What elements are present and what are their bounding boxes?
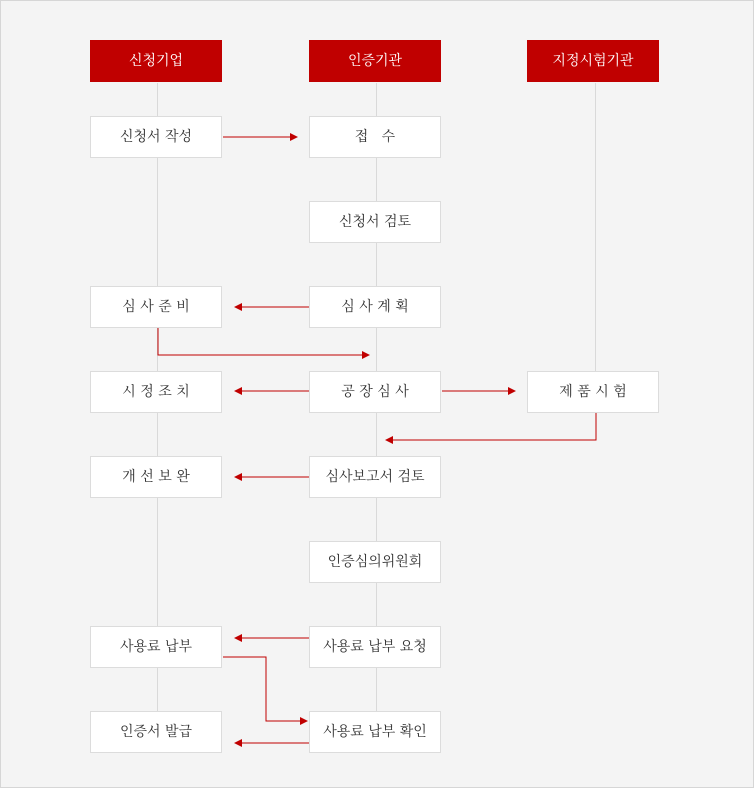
step-receive: 접 수 <box>309 116 441 158</box>
step-improvement: 개 선 보 완 <box>90 456 222 498</box>
step-committee: 인증심의위원회 <box>309 541 441 583</box>
step-issue-cert: 인증서 발급 <box>90 711 222 753</box>
header-certifier: 인증기관 <box>309 40 441 82</box>
step-audit-plan: 심 사 계 획 <box>309 286 441 328</box>
arrow-pay-to-confirm <box>223 657 307 721</box>
step-apply: 신청서 작성 <box>90 116 222 158</box>
arrow-prepare-to-audit <box>158 328 369 355</box>
step-request-fee: 사용료 납부 요청 <box>309 626 441 668</box>
arrow-test-to-report <box>386 413 596 440</box>
step-corrective-action: 시 정 조 치 <box>90 371 222 413</box>
step-confirm-fee: 사용료 납부 확인 <box>309 711 441 753</box>
step-pay-fee: 사용료 납부 <box>90 626 222 668</box>
step-prepare-audit: 심 사 준 비 <box>90 286 222 328</box>
header-applicant: 신청기업 <box>90 40 222 82</box>
step-review-application: 신청서 검토 <box>309 201 441 243</box>
flow-arrows <box>1 1 753 787</box>
header-lab: 지정시험기관 <box>527 40 659 82</box>
step-factory-audit: 공 장 심 사 <box>309 371 441 413</box>
step-product-test: 제 품 시 험 <box>527 371 659 413</box>
step-review-report: 심사보고서 검토 <box>309 456 441 498</box>
